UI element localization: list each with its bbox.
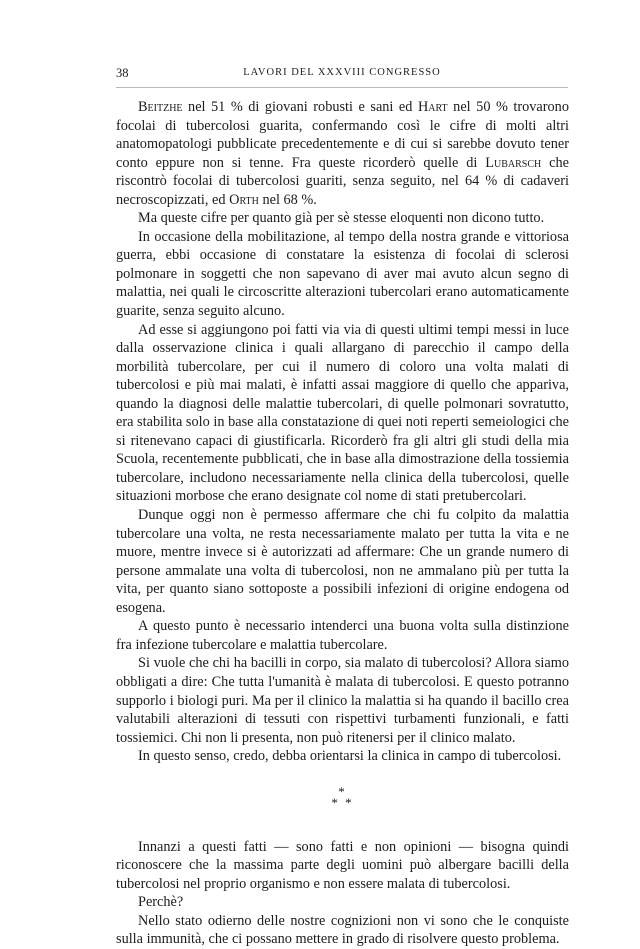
paragraph: Perchè? bbox=[138, 894, 184, 911]
separator-top-star: * bbox=[338, 783, 347, 799]
paragraph: Si vuole che chi ha bacilli in corpo, sia malato di tubercolosi? Allora siamo obbligati a dire: Che tutta l'umanità è malata di tubercolosi. E questo potranno supporlo i biologi puri. Ma per il clinico la malattia si ha quando il bacillo crea valutabili alterazioni di tessuti con rispettivi turbamenti funzionali, e fatti tossiemici. Chi non li presenta, non può ritenersi per il clinico malato. bbox=[116, 655, 569, 746]
running-title: LAVORI DEL XXXVIII CONGRESSO bbox=[243, 67, 441, 78]
paragraph: In questo senso, credo, debba orientarsi la clinica in campo di tubercolosi. bbox=[138, 748, 562, 765]
author-name: Orth bbox=[229, 191, 259, 208]
page-number: 38 bbox=[116, 66, 129, 80]
paragraph: A questo punto è necessario intenderci una buona volta sulla distinzione fra infezione tubercolare e malattia tubercolare. bbox=[116, 618, 569, 653]
author-name: Hart bbox=[417, 99, 448, 115]
author-name: Lubarsch bbox=[485, 154, 542, 171]
page-header bbox=[116, 66, 568, 86]
paragraph-text: nel 68 %. bbox=[258, 191, 317, 208]
paragraph: Ma queste cifre per quanto già per sè stesse eloquenti non dicono tutto. bbox=[138, 210, 545, 227]
paragraph: Dunque oggi non è permesso affermare che chi fu colpito da malattia tubercolare una volta, ne resta necessariamente malato per tutta la vita e ne muore, mentre invece si è autorizzati ad affermare: Che un grande numero di persone ammalate una volta di tubercolosi, non ne ammalano più per tutta la vita, per quanto siano sottoposte a possibili infezioni di origine endogena od esogena. bbox=[116, 507, 569, 616]
paragraph-text: nel 51 % di giovani robusti e sani ed bbox=[182, 99, 418, 115]
paragraph bbox=[116, 98, 569, 209]
paragraph-text: nel 50 % trovarono focolai di tubercolosi guarita, confermando così le cifre di molti altri anatomopatologi pubblicate precedentemente e di cui si sarebbe dovuto tener conto eppure non si tenne. Fra queste ricorderò quelle di bbox=[116, 99, 569, 171]
article-body bbox=[116, 98, 569, 949]
header-rule bbox=[116, 87, 568, 88]
section-separator bbox=[116, 783, 569, 810]
paragraph: In occasione della mobilitazione, al tempo della nostra grande e vittoriosa guerra, ebbi occasione di constatare la esistenza di focolai di sclerosi polmonare in soggetti che non sapevano di aver mai avuto alcun segno di malattia, nei quali le circoscritte alterazioni tubercolari erano automaticamente guarite, senza seguito alcuno. bbox=[116, 228, 569, 320]
separator-bottom-stars: * * bbox=[331, 794, 354, 810]
paragraph: Nello stato odierno delle nostre cognizioni non vi sono che le conquiste sulla immunità, che ci possano mettere in grado di risolvere questo problema. bbox=[116, 912, 569, 948]
paragraph: Innanzi a questi fatti — sono fatti e non opinioni — bisogna quindi riconoscere che la massima parte degli uomini può albergare bacilli della tubercolosi nel proprio organismo e non essere malata di tubercolosi. bbox=[116, 838, 569, 892]
paragraph-text: che riscontrò focolai di tubercolosi guariti, senza seguito, nel 64 % di cadaveri necroscopizzati, ed bbox=[116, 154, 569, 208]
author-name: Beitzhe bbox=[138, 99, 183, 115]
paragraph: Ad esse si aggiungono poi fatti via via di questi ultimi tempi messi in luce dalla osservazione clinica i quali allargano di parecchio il campo della morbilità tubercolare, per cui il numero di coloro una volta malati di tubercolosi e più mai malati, è infatti assai maggiore di quello che appariva, quando la diagnosi delle malattie tubercolari, di quelle polmonari sovratutto, era stabilita solo in base alla constatazione di quei noti reperti semeiologici che si ritenevano capaci di giustificarla. Ricorderò fra gli altri gli studi della mia Scuola, recentemente pubblicati, che in base alla dimostrazione della tossiemia tubercolare, includono necessariamente nella clinica della tubercolosi, quelle situazioni morbose che erano designate col nome di stati pretubercolari. bbox=[116, 321, 569, 505]
